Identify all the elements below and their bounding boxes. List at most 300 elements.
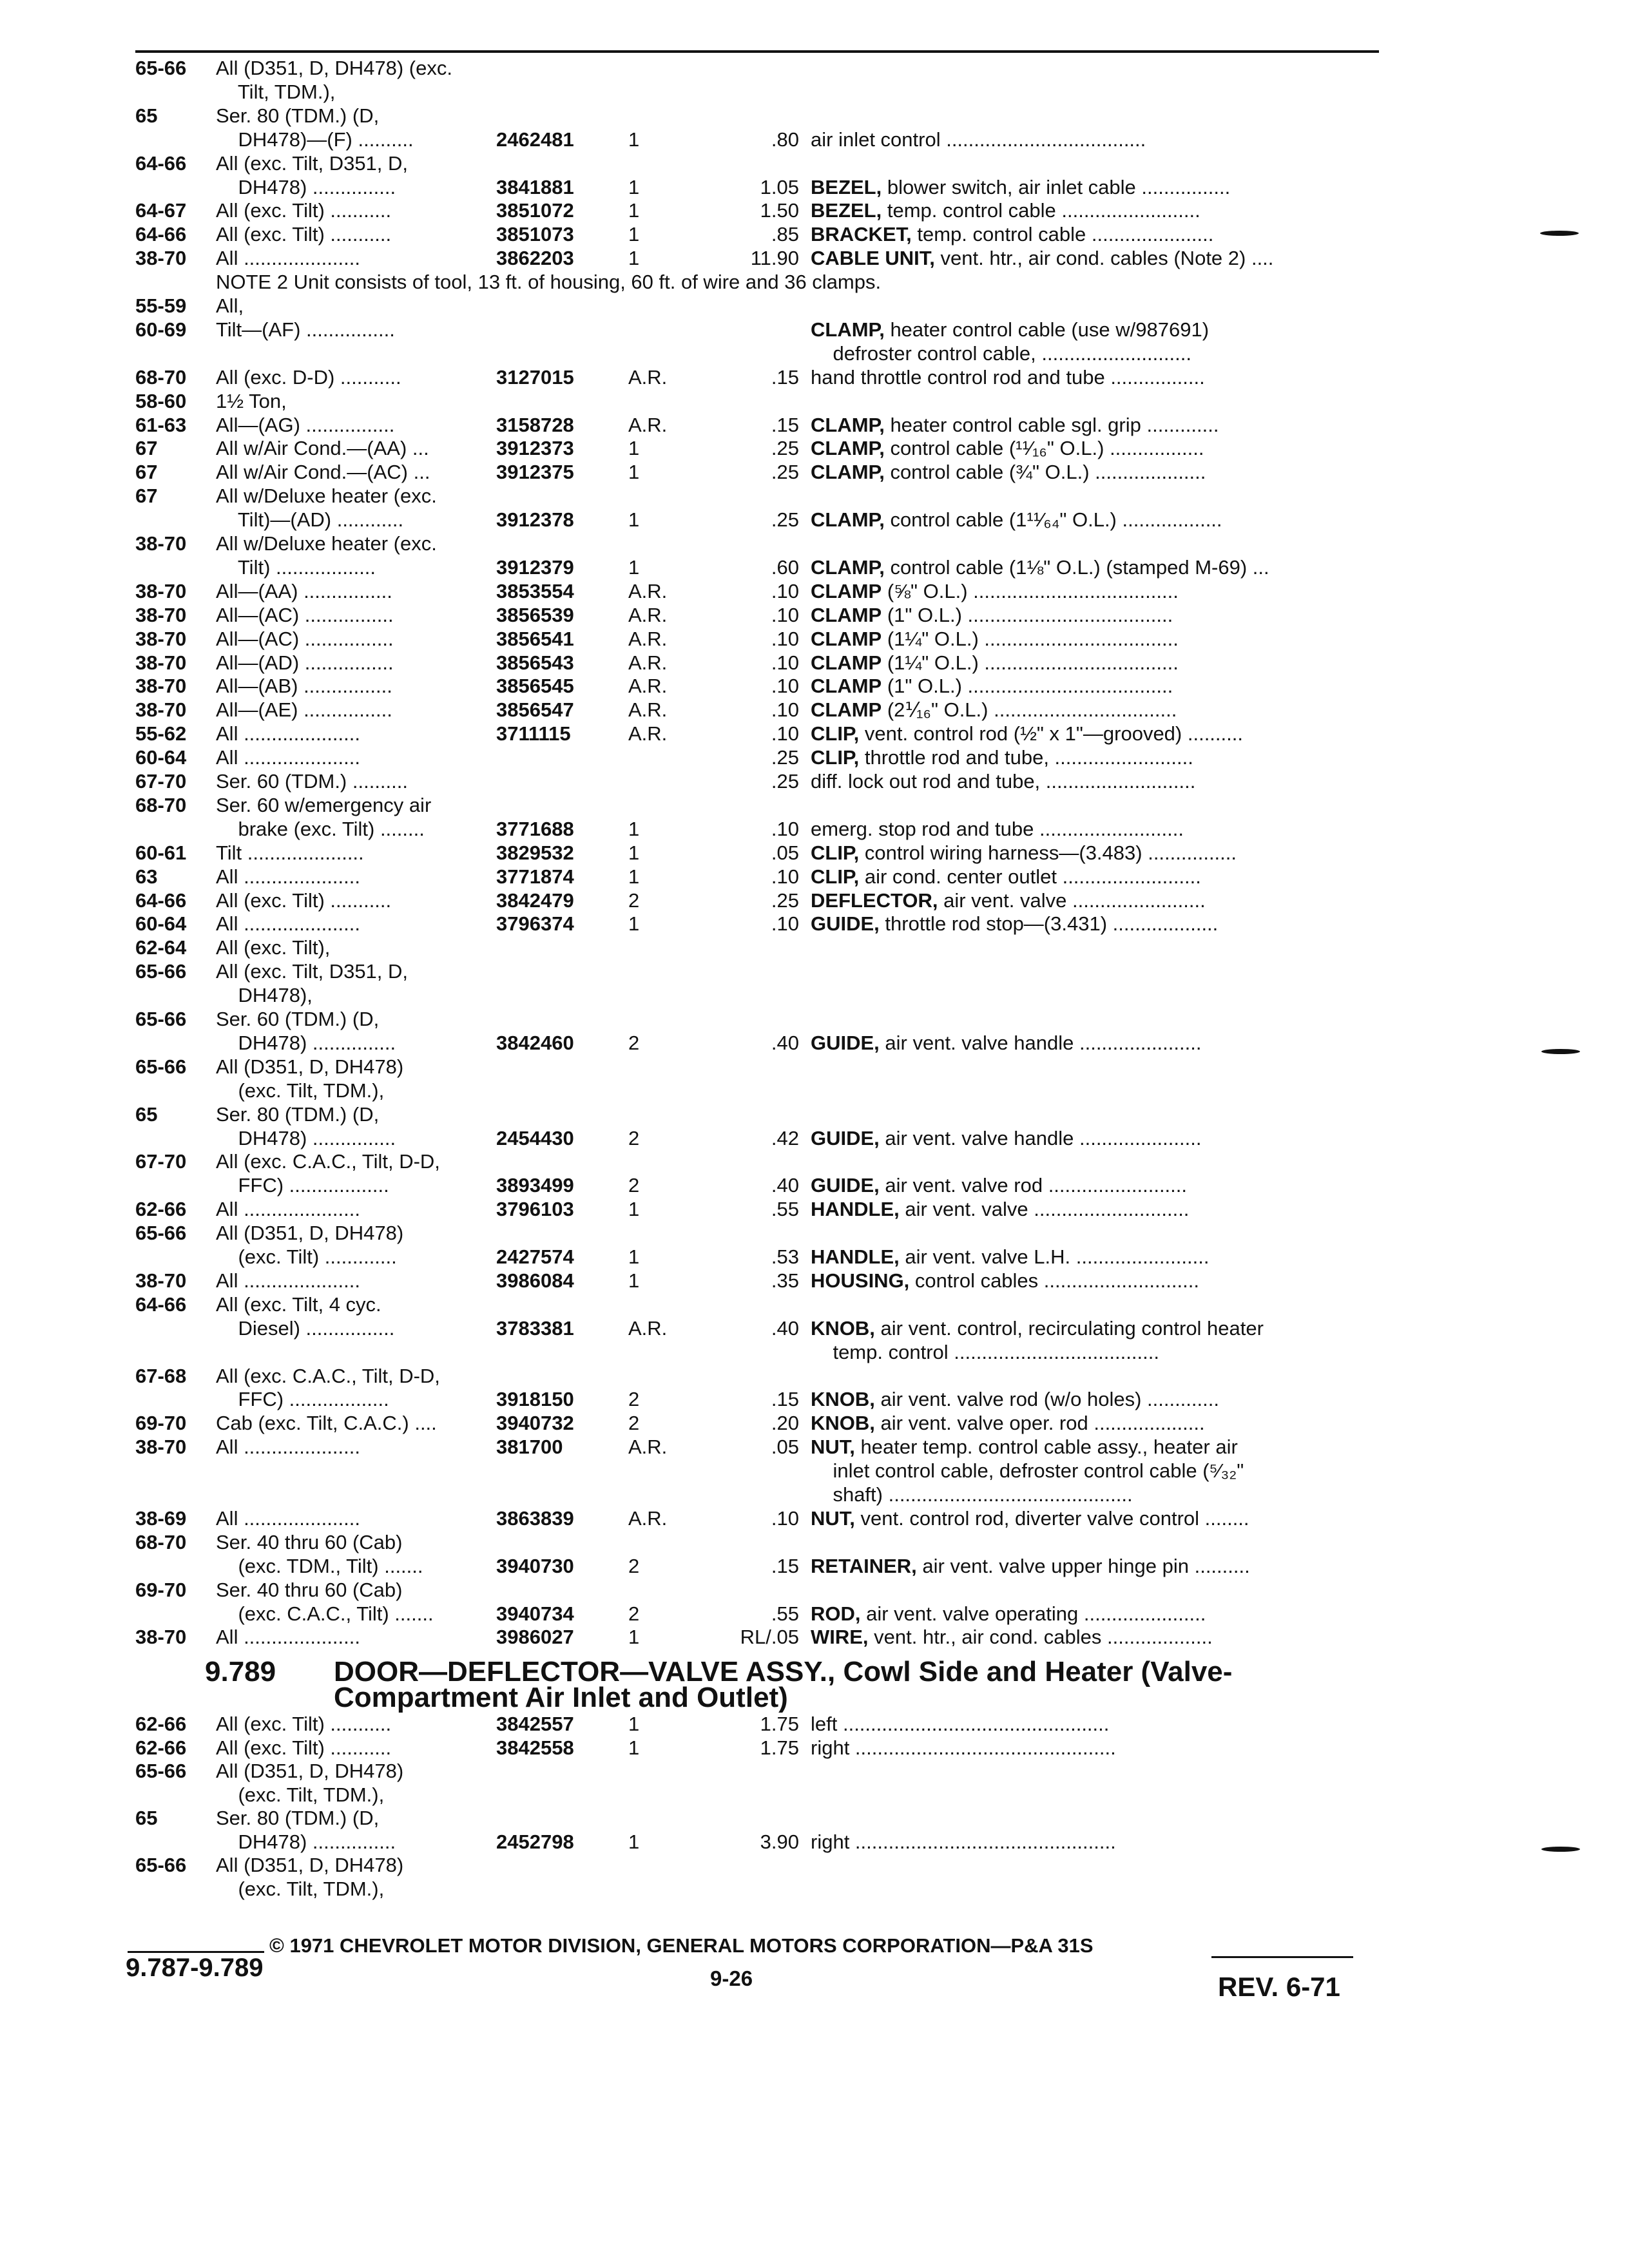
model-year: 65 bbox=[135, 104, 158, 127]
description bbox=[811, 697, 1177, 723]
description bbox=[811, 127, 1146, 153]
description-text: control wiring harness—(3.483) ................ bbox=[859, 841, 1237, 864]
table-row bbox=[0, 198, 1629, 224]
table-row bbox=[0, 1735, 1629, 1761]
table-row bbox=[0, 769, 1629, 794]
price: RL/.05 bbox=[740, 1626, 799, 1649]
price: .85 bbox=[771, 223, 799, 246]
description-text: temp. control ..................................... bbox=[811, 1340, 1159, 1363]
section-number: 9.789 bbox=[205, 1656, 276, 1687]
price: .10 bbox=[771, 698, 799, 722]
description-text: air vent. valve rod (w/o holes) ............. bbox=[874, 1388, 1219, 1411]
table-row bbox=[0, 1268, 1629, 1294]
description bbox=[811, 198, 1200, 224]
table-row bbox=[0, 389, 1629, 414]
price: .25 bbox=[771, 508, 799, 532]
description-text: vent. control rod, diverter valve control ........ bbox=[854, 1506, 1249, 1530]
usage: All (exc. Tilt), bbox=[216, 936, 331, 959]
quantity: A.R. bbox=[628, 579, 668, 602]
description-keyword: KNOB, bbox=[811, 1388, 875, 1411]
usage: All ..................... bbox=[216, 1198, 360, 1221]
table-row bbox=[0, 151, 1629, 177]
price: .15 bbox=[771, 1554, 799, 1577]
description-keyword: HANDLE, bbox=[811, 1245, 900, 1268]
description-text: shaft) ............................................ bbox=[811, 1483, 1133, 1506]
model-year: 65-66 bbox=[135, 1760, 187, 1782]
price: .25 bbox=[771, 889, 799, 912]
description-text: air cond. center outlet ......................... bbox=[859, 865, 1201, 888]
description bbox=[811, 816, 1184, 842]
model-year: 64-66 bbox=[135, 151, 187, 175]
table-row bbox=[0, 793, 1629, 818]
usage: All w/Air Cond.—(AA) ... bbox=[216, 437, 429, 460]
part-number: 2454430 bbox=[496, 1126, 574, 1149]
description-keyword: HANDLE, bbox=[811, 1198, 900, 1221]
usage: Ser. 80 (TDM.) (D, bbox=[216, 1102, 380, 1126]
quantity: 1 bbox=[628, 247, 640, 270]
table-row bbox=[0, 483, 1629, 509]
usage: All (exc. D-D) ........... bbox=[216, 365, 401, 389]
price: 1.50 bbox=[760, 199, 799, 222]
description-keyword: CLAMP, bbox=[811, 437, 885, 460]
price: 11.90 bbox=[750, 247, 799, 270]
description-text: heater control cable (use w/987691) bbox=[884, 318, 1210, 341]
description-keyword: BEZEL, bbox=[811, 175, 882, 198]
model-year: 63 bbox=[135, 865, 158, 888]
part-number: 3771688 bbox=[496, 817, 574, 840]
price: 1.75 bbox=[760, 1736, 799, 1759]
table-row bbox=[0, 1126, 1629, 1151]
description bbox=[811, 222, 1213, 247]
usage: (exc. Tilt, TDM.), bbox=[216, 1783, 385, 1806]
price: .25 bbox=[771, 461, 799, 484]
footer-copyright: © 1971 CHEVROLET MOTOR DIVISION, GENERAL MOTORS CORPORATION—P&A 31S bbox=[269, 1934, 1094, 1957]
table-row bbox=[0, 245, 1629, 271]
price: .10 bbox=[771, 603, 799, 626]
description bbox=[811, 673, 1173, 699]
footer-page-number: 9-26 bbox=[710, 1966, 753, 1990]
table-row bbox=[0, 1340, 1629, 1365]
description bbox=[811, 459, 1206, 485]
price: 3.90 bbox=[760, 1830, 799, 1853]
table-row bbox=[0, 1482, 1629, 1508]
table-row bbox=[0, 626, 1629, 652]
description-keyword: GUIDE, bbox=[811, 1031, 880, 1054]
table-row bbox=[0, 317, 1629, 343]
table-row bbox=[0, 79, 1629, 105]
part-number: 3771874 bbox=[496, 865, 574, 888]
price: 1.05 bbox=[760, 175, 799, 198]
table-row bbox=[0, 175, 1629, 200]
quantity: 1 bbox=[628, 223, 640, 246]
price: .80 bbox=[771, 128, 799, 151]
price: .25 bbox=[771, 746, 799, 769]
usage: Ser. 60 (TDM.) (D, bbox=[216, 1008, 380, 1030]
quantity: A.R. bbox=[628, 722, 668, 745]
price: .10 bbox=[771, 579, 799, 602]
section-title-line1: DOOR—DEFLECTOR—VALVE ASSY., Cowl Side and Heater (Valve- bbox=[334, 1656, 1233, 1687]
description bbox=[811, 1434, 1238, 1460]
table-row bbox=[0, 721, 1629, 747]
description-text: right ............................................... bbox=[811, 1830, 1116, 1853]
usage: All (exc. Tilt) ........... bbox=[216, 889, 392, 912]
table-row bbox=[0, 127, 1629, 153]
quantity: 1 bbox=[628, 1198, 640, 1221]
table-row bbox=[0, 602, 1629, 628]
model-year: 38-70 bbox=[135, 532, 187, 555]
description-text: temp. control cable ...................... bbox=[911, 223, 1214, 246]
price: .25 bbox=[771, 770, 799, 793]
description-text: emerg. stop rod and tube .......................... bbox=[811, 817, 1184, 840]
usage: All ..................... bbox=[216, 912, 360, 936]
usage: Ser. 60 (TDM.) .......... bbox=[216, 770, 408, 793]
usage: (exc. TDM., Tilt) ....... bbox=[216, 1554, 423, 1577]
model-year: 65-66 bbox=[135, 57, 187, 79]
part-number: 3853554 bbox=[496, 579, 574, 602]
description-text: control cable (1⅛" O.L.) (stamped M-69) ... bbox=[884, 555, 1269, 579]
usage: DH478) ............... bbox=[216, 1031, 396, 1054]
table-row bbox=[0, 1852, 1629, 1878]
table-row bbox=[0, 1553, 1629, 1579]
usage: All ..................... bbox=[216, 1506, 360, 1530]
usage: All ..................... bbox=[216, 1269, 360, 1292]
description-text: air vent. valve handle ...................... bbox=[879, 1126, 1202, 1149]
quantity: 1 bbox=[628, 555, 640, 579]
usage: All—(AE) ................ bbox=[216, 698, 392, 722]
part-number: 3796374 bbox=[496, 912, 574, 936]
price: .10 bbox=[771, 865, 799, 888]
table-row bbox=[0, 1434, 1629, 1460]
model-year: 64-66 bbox=[135, 889, 187, 912]
usage: DH478)—(F) .......... bbox=[216, 128, 414, 151]
model-year: 65-66 bbox=[135, 1222, 187, 1245]
description-text: control cables ............................ bbox=[909, 1269, 1199, 1292]
description-keyword: NUT, bbox=[811, 1436, 855, 1459]
description-keyword: CLIP, bbox=[811, 865, 860, 888]
description-keyword: KNOB, bbox=[811, 1412, 875, 1435]
quantity: 1 bbox=[628, 1269, 640, 1292]
description-keyword: CLAMP bbox=[811, 603, 882, 626]
model-year: 60-64 bbox=[135, 746, 187, 769]
model-year: 38-70 bbox=[135, 579, 187, 602]
usage: All ..................... bbox=[216, 722, 360, 745]
model-year: 65-66 bbox=[135, 1055, 187, 1078]
price: .10 bbox=[771, 627, 799, 650]
table-row bbox=[0, 1829, 1629, 1855]
table-row bbox=[0, 1601, 1629, 1627]
usage: Ser. 60 w/emergency air bbox=[216, 793, 432, 816]
margin-tick-mark bbox=[1541, 1049, 1580, 1054]
model-year: 38-70 bbox=[135, 1269, 187, 1292]
model-year: 62-66 bbox=[135, 1713, 187, 1735]
description-keyword: KNOB, bbox=[811, 1316, 875, 1340]
description bbox=[811, 341, 1191, 367]
footer-rule-right bbox=[1211, 1956, 1353, 1958]
footer-revision: REV. 6-71 bbox=[1218, 1972, 1340, 2002]
usage: All ..................... bbox=[216, 865, 360, 888]
table-row bbox=[0, 222, 1629, 247]
table-row bbox=[0, 673, 1629, 699]
quantity: 2 bbox=[628, 1388, 640, 1411]
footer-section-range: 9.787-9.789 bbox=[126, 1954, 264, 1982]
part-number: 3862203 bbox=[496, 247, 574, 270]
part-number: 3856547 bbox=[496, 698, 574, 722]
description-keyword: HOUSING, bbox=[811, 1269, 910, 1292]
table-row bbox=[0, 1054, 1629, 1080]
description bbox=[811, 602, 1173, 628]
table-row bbox=[0, 1758, 1629, 1784]
quantity: 1 bbox=[628, 817, 640, 840]
description bbox=[811, 626, 1179, 652]
quantity: 2 bbox=[628, 1031, 640, 1054]
description-keyword: ROD, bbox=[811, 1602, 861, 1625]
table-row bbox=[0, 959, 1629, 985]
description-text: hand throttle control rod and tube ................. bbox=[811, 365, 1205, 389]
model-year: 68-70 bbox=[135, 793, 187, 816]
price: .35 bbox=[771, 1269, 799, 1292]
description-text: control cable (¾" O.L.) .................... bbox=[884, 461, 1206, 484]
table-row bbox=[0, 1220, 1629, 1246]
description-text: vent. htr., air cond. cables (Note 2) .... bbox=[934, 247, 1274, 270]
quantity: 1 bbox=[628, 128, 640, 151]
description bbox=[811, 175, 1230, 200]
description-keyword: CLAMP bbox=[811, 651, 882, 674]
usage: All (D351, D, DH478) bbox=[216, 1222, 404, 1245]
model-year: 69-70 bbox=[135, 1412, 187, 1435]
part-number: 3912378 bbox=[496, 508, 574, 532]
quantity: A.R. bbox=[628, 603, 668, 626]
part-number: 3842557 bbox=[496, 1713, 574, 1735]
description-keyword: RETAINER, bbox=[811, 1554, 917, 1577]
table-row bbox=[0, 412, 1629, 438]
table-row bbox=[0, 1078, 1629, 1104]
quantity: 1 bbox=[628, 912, 640, 936]
description-keyword: GUIDE, bbox=[811, 1126, 880, 1149]
usage: All (D351, D, DH478) bbox=[216, 1760, 404, 1782]
usage: (exc. Tilt, TDM.), bbox=[216, 1079, 385, 1102]
description-text: inlet control cable, defroster control cable (⁵⁄₃₂" bbox=[811, 1459, 1244, 1483]
price: .15 bbox=[771, 365, 799, 389]
description bbox=[811, 365, 1205, 390]
part-number: 3940730 bbox=[496, 1554, 574, 1577]
usage: All (exc. Tilt, 4 cyc. bbox=[216, 1293, 381, 1316]
part-number: 3842558 bbox=[496, 1736, 574, 1759]
description bbox=[811, 721, 1243, 747]
description-keyword: CLAMP, bbox=[811, 461, 885, 484]
part-number: 3986084 bbox=[496, 1269, 574, 1292]
description bbox=[811, 1553, 1250, 1579]
model-year: 67 bbox=[135, 461, 158, 484]
model-year: 64-66 bbox=[135, 223, 187, 246]
usage: Cab (exc. Tilt, C.A.C.) .... bbox=[216, 1412, 437, 1435]
part-number: 3940732 bbox=[496, 1412, 574, 1435]
usage: Tilt)—(AD) ............ bbox=[216, 508, 404, 532]
usage: All (exc. Tilt, D351, D, bbox=[216, 960, 409, 983]
description-keyword: DEFLECTOR, bbox=[811, 889, 938, 912]
table-row bbox=[0, 1458, 1629, 1484]
usage: All (exc. Tilt) ........... bbox=[216, 199, 392, 222]
part-number: 3856543 bbox=[496, 651, 574, 674]
model-year: 65-66 bbox=[135, 960, 187, 983]
description-text: (1¼" O.L.) ................................... bbox=[882, 627, 1179, 650]
description bbox=[811, 412, 1219, 438]
usage: All—(AB) ................ bbox=[216, 675, 392, 698]
description-text: temp. control cable ......................... bbox=[882, 199, 1200, 222]
model-year: 38-69 bbox=[135, 1506, 187, 1530]
usage: All (exc. Tilt) ........... bbox=[216, 223, 392, 246]
usage: All, bbox=[216, 294, 244, 317]
part-number: 3841881 bbox=[496, 175, 574, 198]
description-text: diff. lock out rod and tube, ........................... bbox=[811, 770, 1196, 793]
description-text: defroster control cable, ........................... bbox=[811, 341, 1191, 365]
table-row bbox=[0, 864, 1629, 890]
table-row bbox=[0, 1782, 1629, 1808]
description bbox=[811, 1458, 1244, 1484]
description-keyword: CLAMP, bbox=[811, 555, 885, 579]
description-keyword: CLIP, bbox=[811, 841, 860, 864]
description bbox=[811, 1030, 1201, 1056]
description-text: left ................................................ bbox=[811, 1713, 1110, 1735]
description-keyword: NUT, bbox=[811, 1506, 855, 1530]
description bbox=[811, 1735, 1116, 1761]
table-row bbox=[0, 459, 1629, 485]
description bbox=[811, 507, 1222, 533]
part-number: 381700 bbox=[496, 1436, 563, 1459]
quantity: A.R. bbox=[628, 413, 668, 436]
table-row bbox=[0, 697, 1629, 723]
description bbox=[811, 1268, 1199, 1294]
part-number: 3842479 bbox=[496, 889, 574, 912]
description bbox=[811, 1173, 1187, 1198]
usage: (exc. Tilt) ............. bbox=[216, 1245, 397, 1268]
table-row bbox=[0, 650, 1629, 676]
model-year: 68-70 bbox=[135, 365, 187, 389]
description-text: vent. control rod (½" x 1"—grooved) .......... bbox=[859, 722, 1243, 745]
usage: (exc. Tilt, TDM.), bbox=[216, 1877, 385, 1900]
price: .10 bbox=[771, 651, 799, 674]
table-row bbox=[0, 55, 1629, 81]
description bbox=[811, 864, 1201, 890]
description-text: vent. htr., air cond. cables ................... bbox=[868, 1626, 1213, 1649]
model-year: 38-70 bbox=[135, 698, 187, 722]
description bbox=[811, 245, 1273, 271]
top-rule bbox=[135, 50, 1379, 53]
description-text: air vent. valve oper. rod .................... bbox=[874, 1412, 1205, 1435]
table-row bbox=[0, 269, 1629, 295]
table-row bbox=[0, 365, 1629, 390]
usage: 1½ Ton, bbox=[216, 389, 287, 412]
usage: Ser. 80 (TDM.) (D, bbox=[216, 1807, 380, 1829]
description-keyword: CLIP, bbox=[811, 722, 860, 745]
model-year: 62-66 bbox=[135, 1736, 187, 1759]
model-year: 55-62 bbox=[135, 722, 187, 745]
model-year: 67-68 bbox=[135, 1364, 187, 1387]
quantity: A.R. bbox=[628, 1506, 668, 1530]
model-year: 67-70 bbox=[135, 770, 187, 793]
price: .10 bbox=[771, 912, 799, 936]
description bbox=[811, 1387, 1219, 1412]
description-text: air vent. valve rod ......................... bbox=[879, 1174, 1188, 1197]
table-row bbox=[0, 816, 1629, 842]
usage: All (D351, D, DH478) bbox=[216, 1055, 404, 1078]
part-number: 3127015 bbox=[496, 365, 574, 389]
description-text: right ............................................... bbox=[811, 1736, 1116, 1759]
quantity: A.R. bbox=[628, 675, 668, 698]
price: .53 bbox=[771, 1245, 799, 1268]
usage: All w/Deluxe heater (exc. bbox=[216, 532, 437, 555]
price: .10 bbox=[771, 1506, 799, 1530]
price: .40 bbox=[771, 1174, 799, 1197]
usage: All ..................... bbox=[216, 746, 360, 769]
usage: Diesel) ................ bbox=[216, 1316, 395, 1340]
usage: brake (exc. Tilt) ........ bbox=[216, 817, 425, 840]
usage: All—(AC) ................ bbox=[216, 627, 394, 650]
table-row bbox=[0, 888, 1629, 914]
model-year: 61-63 bbox=[135, 413, 187, 436]
usage: Tilt ..................... bbox=[216, 841, 364, 864]
description-text: (⅝" O.L.) ..................................... bbox=[882, 579, 1179, 602]
table-row bbox=[0, 293, 1629, 319]
model-year: 67-70 bbox=[135, 1150, 187, 1173]
description-text: blower switch, air inlet cable ................ bbox=[882, 175, 1231, 198]
description-keyword: BRACKET, bbox=[811, 223, 912, 246]
table-row bbox=[0, 1196, 1629, 1222]
description bbox=[811, 1196, 1189, 1222]
usage: Tilt—(AF) ................ bbox=[216, 318, 395, 341]
part-number: 3912373 bbox=[496, 437, 574, 460]
quantity: 2 bbox=[628, 1602, 640, 1625]
usage: Ser. 40 thru 60 (Cab) bbox=[216, 1578, 403, 1601]
model-year: 38-70 bbox=[135, 1626, 187, 1649]
table-row bbox=[0, 1149, 1629, 1175]
model-year: 67 bbox=[135, 485, 158, 508]
price: .42 bbox=[771, 1126, 799, 1149]
table-row bbox=[0, 745, 1629, 771]
table-row bbox=[0, 1173, 1629, 1198]
table-row bbox=[0, 1363, 1629, 1389]
usage: All—(AC) ................ bbox=[216, 603, 394, 626]
description-keyword: CLAMP bbox=[811, 675, 882, 698]
part-number: 3783381 bbox=[496, 1316, 574, 1340]
description-text: air vent. valve upper hinge pin .......... bbox=[916, 1554, 1250, 1577]
usage: Ser. 80 (TDM.) (D, bbox=[216, 104, 380, 127]
usage: All (exc. C.A.C., Tilt, D-D, bbox=[216, 1364, 440, 1387]
price: .20 bbox=[771, 1412, 799, 1435]
price: .55 bbox=[771, 1198, 799, 1221]
description-text: air vent. control, recirculating control heater bbox=[874, 1316, 1264, 1340]
table-row bbox=[0, 103, 1629, 129]
section-title-line2: Compartment Air Inlet and Outlet) bbox=[334, 1682, 788, 1713]
table-row bbox=[0, 436, 1629, 461]
description-keyword: WIRE, bbox=[811, 1626, 869, 1649]
model-year: 62-66 bbox=[135, 1198, 187, 1221]
price: .40 bbox=[771, 1316, 799, 1340]
table-row bbox=[0, 1292, 1629, 1318]
usage: All (exc. Tilt) ........... bbox=[216, 1736, 392, 1759]
description-keyword: CLAMP, bbox=[811, 508, 885, 532]
quantity: 1 bbox=[628, 865, 640, 888]
price: .60 bbox=[771, 555, 799, 579]
usage: (exc. C.A.C., Tilt) ....... bbox=[216, 1602, 434, 1625]
table-row bbox=[0, 1624, 1629, 1650]
description bbox=[811, 579, 1179, 604]
table-row bbox=[0, 1102, 1629, 1128]
quantity: A.R. bbox=[628, 627, 668, 650]
part-number: 3863839 bbox=[496, 1506, 574, 1530]
model-year: 55-59 bbox=[135, 294, 187, 317]
price: .40 bbox=[771, 1031, 799, 1054]
quantity: 1 bbox=[628, 841, 640, 864]
